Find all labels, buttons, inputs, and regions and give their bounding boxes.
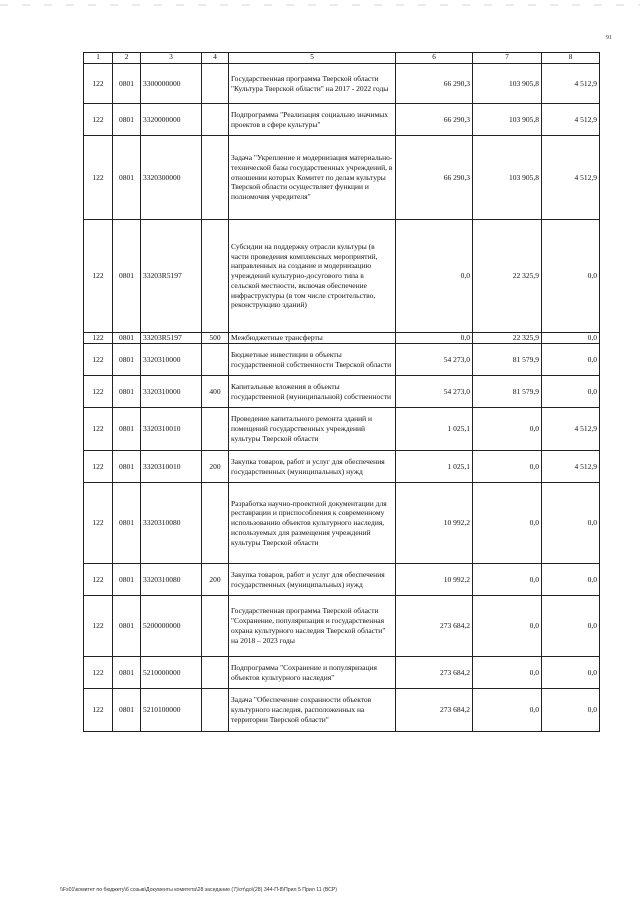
- table-row: [84, 333, 600, 344]
- target-article-code: 3320310080: [141, 564, 202, 596]
- target-article-code: 3300000000: [141, 64, 202, 104]
- target-article-code: 3320310000: [141, 376, 202, 408]
- header-row: [84, 53, 600, 64]
- chapter-code: 122: [84, 64, 113, 104]
- amount-2018: 66 290,3: [396, 104, 473, 136]
- section-code: 0801: [113, 104, 141, 136]
- budget-table: [83, 52, 600, 732]
- item-description: Закупка товаров, работ и услуг для обеспечения государственных (муниципальных) нужд: [229, 564, 396, 596]
- amount-2019: 103 905,8: [473, 64, 542, 104]
- target-article-code: 3320310080: [141, 483, 202, 564]
- chapter-code: 122: [84, 220, 113, 333]
- chapter-code: 122: [84, 657, 113, 689]
- section-code: 0801: [113, 689, 141, 732]
- amount-2018: 1 025,1: [396, 451, 473, 483]
- amount-2020: 0,0: [542, 376, 600, 408]
- item-description: Субсидии на поддержку отрасли культуры (в части проведения комплексных мероприятий, направленных на создание и модернизацию учреждений культурно-досугового типа в сельской местности, включая обеспечение инфраструктуры (в том числе строительство, реконструкцию зданий): [229, 220, 396, 333]
- expense-type-code: 200: [202, 564, 229, 596]
- target-article-code: 3320310000: [141, 344, 202, 376]
- chapter-code: 122: [84, 136, 113, 220]
- amount-2019: 0,0: [473, 657, 542, 689]
- scan-artifact: [0, 4, 640, 6]
- item-description: Капитальные вложения в объекты государственной (муниципальной) собственности: [229, 376, 396, 408]
- amount-2020: 0,0: [542, 333, 600, 344]
- section-code: 0801: [113, 564, 141, 596]
- section-code: 0801: [113, 64, 141, 104]
- amount-2018: 10 992,2: [396, 564, 473, 596]
- table-row: [84, 136, 600, 220]
- expense-type-code: [202, 104, 229, 136]
- amount-2019: 0,0: [473, 689, 542, 732]
- amount-2018: 0,0: [396, 333, 473, 344]
- section-code: 0801: [113, 220, 141, 333]
- target-article-code: 3320300000: [141, 136, 202, 220]
- chapter-code: 122: [84, 564, 113, 596]
- table-row: [84, 220, 600, 333]
- chapter-code: 122: [84, 344, 113, 376]
- column-header: 1: [84, 53, 113, 64]
- amount-2020: 0,0: [542, 483, 600, 564]
- expense-type-code: [202, 483, 229, 564]
- target-article-code: 3320310010: [141, 451, 202, 483]
- amount-2019: 81 579,9: [473, 376, 542, 408]
- item-description: Задача "Обеспечение сохранности объектов культурного наследия, расположенных на территории Тверской области": [229, 689, 396, 732]
- table-row: [84, 483, 600, 564]
- amount-2018: 10 992,2: [396, 483, 473, 564]
- chapter-code: 122: [84, 451, 113, 483]
- column-header: 7: [473, 53, 542, 64]
- item-description: Бюджетные инвестиции в объекты государственной собственности Тверской области: [229, 344, 396, 376]
- table-row: [84, 64, 600, 104]
- target-article-code: 5200000000: [141, 596, 202, 657]
- expense-type-code: 200: [202, 451, 229, 483]
- amount-2020: 0,0: [542, 564, 600, 596]
- expense-type-code: [202, 344, 229, 376]
- amount-2020: 4 512,9: [542, 104, 600, 136]
- amount-2018: 66 290,3: [396, 64, 473, 104]
- expense-type-code: [202, 220, 229, 333]
- table-row: [84, 408, 600, 451]
- item-description: Государственная программа Тверской области "Культура Тверской области" на 2017 - 2022 годы: [229, 64, 396, 104]
- table-row: [84, 689, 600, 732]
- expense-type-code: [202, 408, 229, 451]
- section-code: 0801: [113, 657, 141, 689]
- table-row: [84, 451, 600, 483]
- expense-type-code: [202, 136, 229, 220]
- amount-2019: 0,0: [473, 483, 542, 564]
- column-header: 2: [113, 53, 141, 64]
- column-header: 4: [202, 53, 229, 64]
- section-code: 0801: [113, 333, 141, 344]
- table-row: [84, 376, 600, 408]
- amount-2019: 22 325,9: [473, 220, 542, 333]
- section-code: 0801: [113, 451, 141, 483]
- item-description: Задача "Укрепление и модернизация материально-технической базы государственных учреждений, в отношении которых Комитет по делам культуры Тверской области осуществляет функции и полномочия учредителя": [229, 136, 396, 220]
- amount-2019: 22 325,9: [473, 333, 542, 344]
- amount-2020: 0,0: [542, 657, 600, 689]
- amount-2020: 4 512,9: [542, 408, 600, 451]
- amount-2020: 0,0: [542, 344, 600, 376]
- item-description: Закупка товаров, работ и услуг для обеспечения государственных (муниципальных) нужд: [229, 451, 396, 483]
- amount-2018: 1 025,1: [396, 408, 473, 451]
- amount-2020: 0,0: [542, 220, 600, 333]
- column-header: 8: [542, 53, 600, 64]
- expense-type-code: [202, 64, 229, 104]
- target-article-code: 3320000000: [141, 104, 202, 136]
- section-code: 0801: [113, 136, 141, 220]
- target-article-code: 5210000000: [141, 657, 202, 689]
- section-code: 0801: [113, 344, 141, 376]
- target-article-code: 5210100000: [141, 689, 202, 732]
- item-description: Подпрограмма "Реализация социально значимых проектов в сфере культуры": [229, 104, 396, 136]
- item-description: Подпрограмма "Сохранение и популяризация объектов культурного наследия": [229, 657, 396, 689]
- target-article-code: 33203R5197: [141, 333, 202, 344]
- amount-2018: 273 684,2: [396, 657, 473, 689]
- column-header: 6: [396, 53, 473, 64]
- section-code: 0801: [113, 483, 141, 564]
- expense-type-code: [202, 596, 229, 657]
- amount-2018: 54 273,0: [396, 344, 473, 376]
- page-number: 91: [606, 35, 612, 41]
- chapter-code: 122: [84, 376, 113, 408]
- file-path-footer: \\Fs01\комитет по бюджету\6 созыв\Документы комитета\28 заседание (7)\от\до\(28) 344-П-8\Прил 5 Прил 11 (ВСР): [60, 887, 338, 893]
- chapter-code: 122: [84, 596, 113, 657]
- item-description: Разработка научно-проектной документации для реставрации и приспособления к современному использованию объектов культурного наследия, используемых для размещения учреждений культуры Тверской области: [229, 483, 396, 564]
- amount-2020: 0,0: [542, 596, 600, 657]
- amount-2020: 0,0: [542, 689, 600, 732]
- amount-2018: 0,0: [396, 220, 473, 333]
- section-code: 0801: [113, 376, 141, 408]
- amount-2020: 4 512,9: [542, 64, 600, 104]
- amount-2019: 0,0: [473, 408, 542, 451]
- target-article-code: 3320310010: [141, 408, 202, 451]
- amount-2018: 273 684,2: [396, 596, 473, 657]
- amount-2019: 0,0: [473, 596, 542, 657]
- table-row: [84, 104, 600, 136]
- item-description: Межбюджетные трансферты: [229, 333, 396, 344]
- table-row: [84, 596, 600, 657]
- table-row: [84, 344, 600, 376]
- expense-type-code: 500: [202, 333, 229, 344]
- amount-2019: 81 579,9: [473, 344, 542, 376]
- table-row: [84, 657, 600, 689]
- amount-2019: 0,0: [473, 451, 542, 483]
- item-description: Государственная программа Тверской области "Сохранение, популяризация и государственная охрана культурного наследия Тверской области" на 2018 – 2023 годы: [229, 596, 396, 657]
- table-row: [84, 564, 600, 596]
- amount-2020: 4 512,9: [542, 451, 600, 483]
- column-header: 3: [141, 53, 202, 64]
- amount-2020: 4 512,9: [542, 136, 600, 220]
- expense-type-code: [202, 657, 229, 689]
- expense-type-code: [202, 689, 229, 732]
- chapter-code: 122: [84, 333, 113, 344]
- section-code: 0801: [113, 408, 141, 451]
- amount-2019: 103 905,8: [473, 104, 542, 136]
- column-header: 5: [229, 53, 396, 64]
- item-description: Проведение капитального ремонта зданий и помещений государственных учреждений культуры Тверской области: [229, 408, 396, 451]
- expense-type-code: 400: [202, 376, 229, 408]
- chapter-code: 122: [84, 483, 113, 564]
- amount-2018: 66 290,3: [396, 136, 473, 220]
- amount-2019: 103 905,8: [473, 136, 542, 220]
- chapter-code: 122: [84, 408, 113, 451]
- chapter-code: 122: [84, 689, 113, 732]
- target-article-code: 33203R5197: [141, 220, 202, 333]
- amount-2018: 54 273,0: [396, 376, 473, 408]
- chapter-code: 122: [84, 104, 113, 136]
- amount-2018: 273 684,2: [396, 689, 473, 732]
- section-code: 0801: [113, 596, 141, 657]
- amount-2019: 0,0: [473, 564, 542, 596]
